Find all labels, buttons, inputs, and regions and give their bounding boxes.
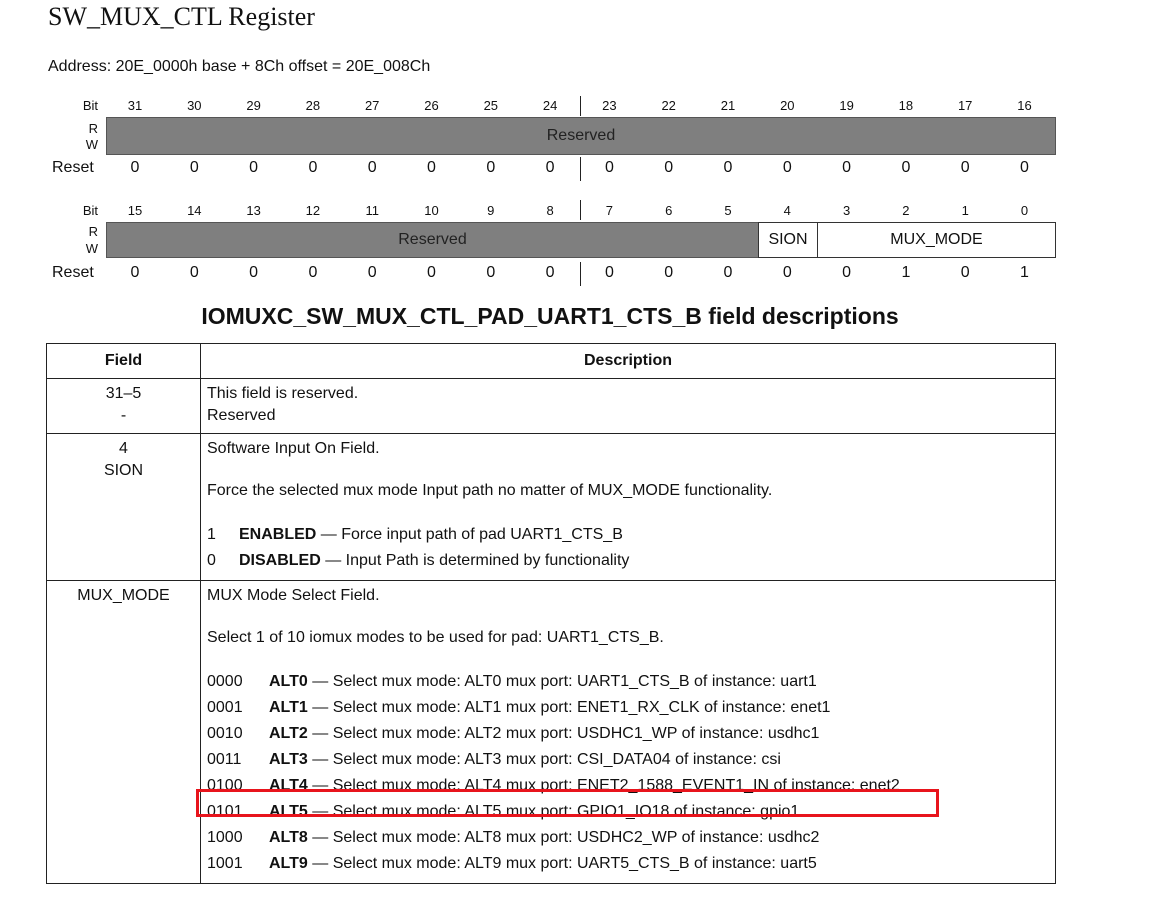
bit-number: 11 [365,203,379,218]
field-name: MUX_MODE [77,587,170,604]
sion-field: SION [758,222,818,258]
bit-number: 3 [842,203,851,218]
reset-value: 0 [486,264,496,281]
description-text: MUX Mode Select Field. [207,587,380,604]
reset-value: 0 [249,159,259,176]
bit-number: 2 [902,203,910,218]
reset-value: 0 [842,159,852,176]
table-row [47,379,1056,434]
read-label: R [88,121,98,136]
list-item: 1001 ALT9 — Select mux mode: ALT9 mux port: UART5_CTS_B of instance: uart5 [207,855,817,872]
reset-value: 0 [367,264,377,281]
bit-label: Bit [82,98,98,113]
reset-value: 0 [367,159,377,176]
list-item: 0010 ALT2 — Select mux mode: ALT2 mux port: USDHC1_WP of instance: usdhc1 [207,725,820,742]
page-title: SW_MUX_CTL Register [48,2,315,31]
reset-value: 0 [960,159,970,176]
field-name: - [120,407,127,424]
reset-value: 0 [545,264,555,281]
reserved-field-lower: Reserved [106,222,759,258]
bit-label: Bit [82,203,98,218]
description-header: Description [201,344,1056,379]
description-text: This field is reserved. [207,385,359,402]
list-item: 0100 ALT4 — Select mux mode: ALT4 mux port: ENET2_1588_EVENT1_IN of instance: enet2 [207,777,900,794]
field-name: SION [103,462,144,479]
bit-number: 20 [780,98,795,113]
reset-value: 0 [604,159,614,176]
list-item: 0001 ALT1 — Select mux mode: ALT1 mux port: ENET1_RX_CLK of instance: enet1 [207,699,831,716]
reset-value: 0 [782,159,792,176]
reset-value: 0 [427,159,436,176]
bit-number: 14 [187,203,202,218]
reset-value: 1 [901,264,911,281]
bit-number: 19 [839,98,854,113]
field-cell [47,379,201,434]
description-text: Select 1 of 10 iomux modes to be used for pad: UART1_CTS_B. [207,629,664,646]
list-item: 0101 ALT5 — Select mux mode: ALT5 mux port: GPIO1_IO18 of instance: gpio1 [207,803,800,820]
bit-number: 18 [898,98,914,113]
bit-number: 23 [602,98,617,113]
reset-value: 0 [960,264,970,281]
reset-value: 0 [189,264,199,281]
reset-value: 0 [901,159,911,176]
reserved-field-upper: Reserved [106,117,1056,155]
bit-number: 17 [957,98,973,113]
table-title: IOMUXC_SW_MUX_CTL_PAD_UART1_CTS_B field descriptions [201,303,899,329]
reset-value: 0 [545,159,555,176]
bit-number: 27 [364,98,380,113]
reset-value: 0 [130,264,140,281]
highlight-box [196,789,939,817]
reset-label: Reset [52,264,94,281]
reset-value: 0 [189,159,199,176]
bit-number: 10 [424,203,439,218]
field-bits: 31–5 [105,385,142,402]
bit-number: 4 [783,203,791,218]
reset-value: 0 [782,264,792,281]
nibble-separator [580,96,581,116]
register-address: Address: 20E_0000h base + 8Ch offset = 20E_008Ch [48,58,431,75]
read-label: R [88,224,98,239]
bit-number: 29 [246,98,261,113]
description-text: Software Input On Field. [207,440,380,457]
description-text: Reserved [207,407,276,424]
reset-value: 0 [664,159,674,176]
bit-number: 15 [127,203,143,218]
bit-number: 24 [542,98,558,113]
reset-label: Reset [52,159,94,176]
nibble-separator [580,262,581,286]
table-row [47,434,1056,581]
reset-value: 0 [723,159,733,176]
bit-number: 22 [661,98,676,113]
list-item: 1 ENABLED — Force input path of pad UART1_CTS_B [207,526,623,543]
bit-number: 0 [1020,203,1029,218]
write-label: W [85,241,98,256]
reset-value: 0 [664,264,674,281]
bit-number: 13 [246,203,261,218]
bit-number: 5 [724,203,732,218]
reset-value: 0 [308,159,318,176]
reset-value: 0 [486,159,496,176]
reset-value: 0 [130,159,140,176]
table-header-row [47,344,1056,379]
description-cell [201,434,1056,581]
list-item: 0000 ALT0 — Select mux mode: ALT0 mux port: UART1_CTS_B of instance: uart1 [207,673,817,690]
bit-number: 31 [127,98,143,113]
list-item: 0 DISABLED — Input Path is determined by functionality [207,552,630,569]
reset-value: 0 [723,264,733,281]
field-cell [47,581,201,884]
table-row [47,581,1056,884]
nibble-separator [580,157,581,181]
bit-number: 21 [720,98,736,113]
reset-value: 0 [604,264,614,281]
bit-number: 26 [424,98,439,113]
field-bits: 4 [119,440,128,457]
description-cell [201,581,1056,884]
reset-value: 0 [249,264,259,281]
bit-number: 30 [187,98,202,113]
reset-value: 0 [308,264,318,281]
list-item: 0011 ALT3 — Select mux mode: ALT3 mux port: CSI_DATA04 of instance: csi [207,751,781,768]
description-text: Force the selected mux mode Input path no matter of MUX_MODE functionality. [207,482,773,499]
nibble-separator [580,200,581,220]
bit-number: 8 [546,203,554,218]
bit-number: 9 [487,203,495,218]
field-cell [47,434,201,581]
bit-number: 1 [961,203,969,218]
reset-value: 0 [842,264,852,281]
reset-value: 0 [1020,159,1029,176]
write-label: W [85,137,98,152]
description-cell [201,379,1056,434]
reset-value: 1 [1020,264,1029,281]
bit-number: 12 [305,203,321,218]
field-header: Field [47,344,201,379]
bit-number: 25 [483,98,499,113]
bit-number: 28 [305,98,321,113]
bit-number: 6 [665,203,673,218]
bit-number: 16 [1017,98,1032,113]
list-item: 1000 ALT8 — Select mux mode: ALT8 mux port: USDHC2_WP of instance: usdhc2 [207,829,820,846]
mux-mode-field: MUX_MODE [817,222,1056,258]
reset-value: 0 [427,264,436,281]
bit-number: 7 [605,203,613,218]
